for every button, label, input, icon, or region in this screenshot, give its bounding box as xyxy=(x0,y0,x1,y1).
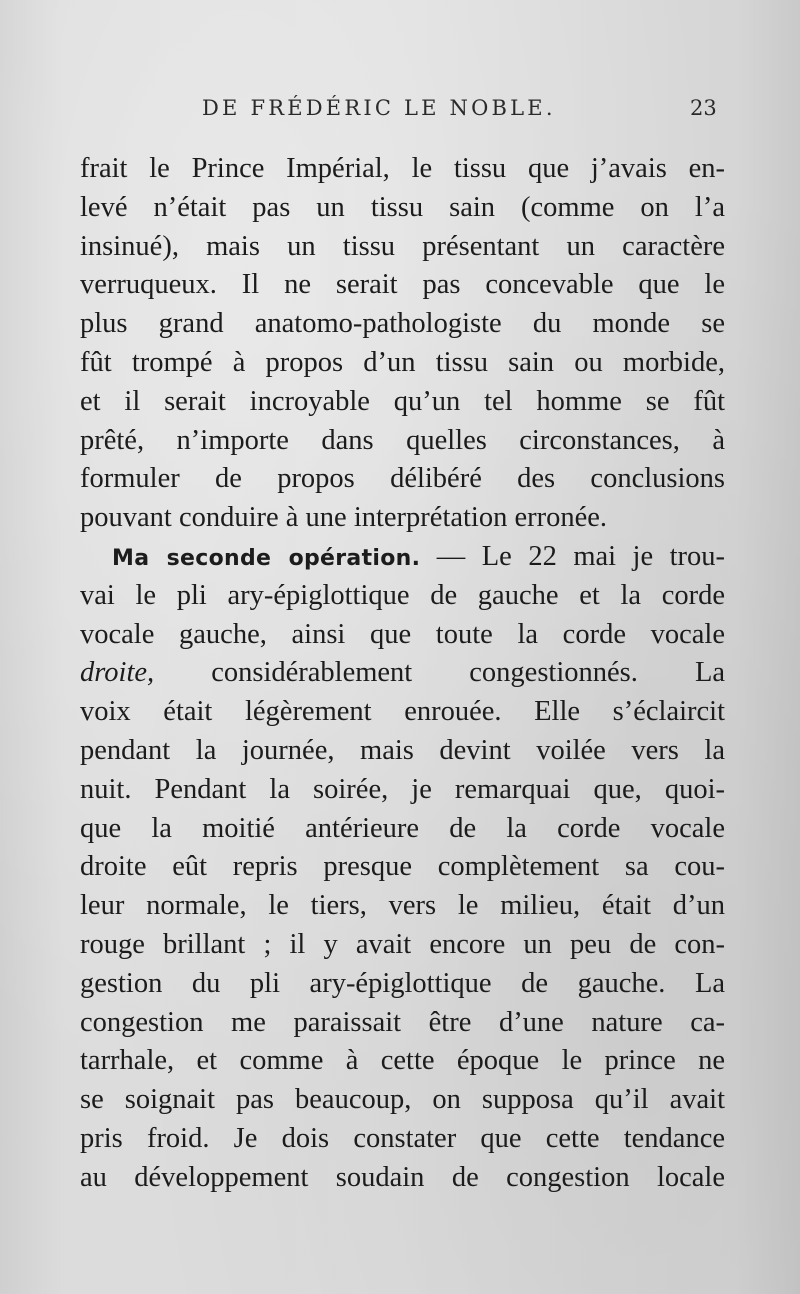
body-text xyxy=(80,150,725,1198)
text-line: congestion me paraissait être d’une nature ca- xyxy=(80,1006,725,1038)
text-line: gestion du pli ary-épiglottique de gauche. La xyxy=(80,967,725,999)
text-line: leur normale, le tiers, vers le milieu, était d’un xyxy=(80,890,725,922)
section-heading: Ma seconde opération. xyxy=(112,545,421,571)
text-line: levé n’était pas un tissu sain (comme on l’a xyxy=(80,191,725,223)
text-line: au développement soudain de congestion locale xyxy=(80,1161,725,1193)
text-line: pouvant conduire à une interprétation erronée. xyxy=(80,502,608,534)
text-line: rouge brillant ; il y avait encore un peu de con- xyxy=(80,928,725,960)
italic-word: droite, xyxy=(80,657,155,689)
text-line: prêté, n’importe dans quelles circonstances, à xyxy=(80,424,725,456)
text-line: droite eût repris presque complètement sa cou- xyxy=(80,851,725,883)
running-head xyxy=(0,96,800,126)
text-line: insinué), mais un tissu présentant un caractère xyxy=(80,230,725,262)
text-line: voix était légèrement enrouée. Elle s’éclaircit xyxy=(80,696,725,728)
text-line-with-italic xyxy=(80,654,725,693)
section-first-line-rest: — Le 22 mai je trou- xyxy=(436,540,726,572)
page-number: 23 xyxy=(690,96,717,120)
text-line: nuit. Pendant la soirée, je remarquai que, quoi- xyxy=(80,773,725,805)
text-line: frait le Prince Impérial, le tissu que j’avais en- xyxy=(80,153,725,184)
text-line: pendant la journée, mais devint voilée vers la xyxy=(80,734,725,766)
text-line: tarrhale, et comme à cette époque le prince ne xyxy=(80,1045,725,1077)
section-first-line xyxy=(80,538,725,577)
text-line-rest: considérablement congestionnés. La xyxy=(211,657,725,689)
text-line: fût trompé à propos d’un tissu sain ou morbide, xyxy=(80,346,725,378)
text-line: verruqueux. Il ne serait pas concevable que le xyxy=(80,269,725,301)
text-line: se soignait pas beaucoup, on supposa qu’il avait xyxy=(80,1084,725,1116)
text-line: formuler de propos délibéré des conclusions xyxy=(80,463,725,495)
running-title: DE FRÉDÉRIC LE NOBLE. xyxy=(202,96,556,120)
text-line: que la moitié antérieure de la corde vocale xyxy=(80,812,725,844)
text-line: plus grand anatomo-pathologiste du monde se xyxy=(80,308,725,340)
text-line: et il serait incroyable qu’un tel homme se fût xyxy=(80,385,725,417)
text-line: vai le pli ary-épiglottique de gauche et la corde xyxy=(80,579,725,611)
text-line: vocale gauche, ainsi que toute la corde vocale xyxy=(80,618,725,650)
text-line: pris froid. Je dois constater que cette tendance xyxy=(80,1122,725,1154)
